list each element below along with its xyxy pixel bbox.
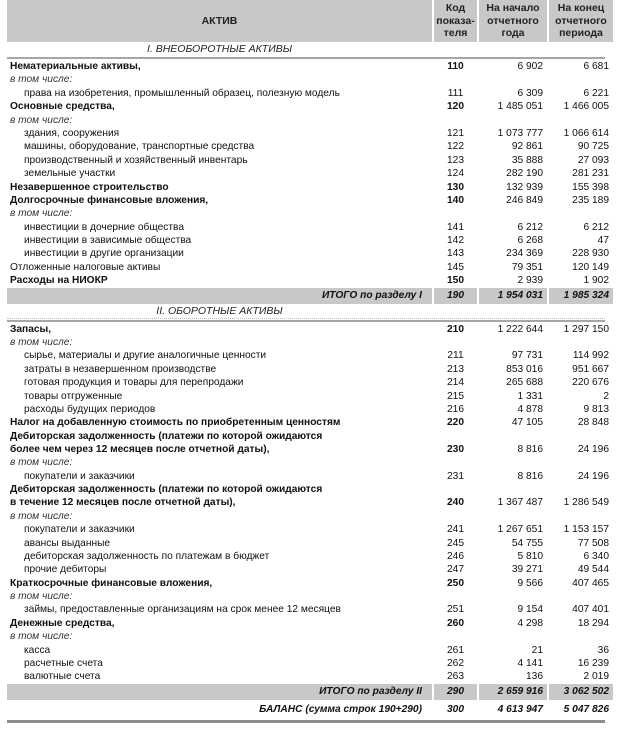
row-end-value: 228 930 [572,248,609,260]
row-start-value: 8 816 [517,470,543,482]
row-start-value: 92 861 [511,141,543,153]
row-label: земельные участки [24,168,116,180]
section-1-title: I. ВНЕОБОРОТНЫЕ АКТИВЫ [146,43,293,55]
row-end-value: 24 196 [577,444,609,456]
table-row [7,154,607,167]
row-label: Незавершенное строительство [10,181,169,193]
row-label: машины, оборудование, транспортные средства [24,141,255,153]
section-2-total-row [7,684,607,700]
dotted-divider [7,318,605,319]
row-end-value: 1 902 [583,275,609,287]
row-label: авансы выданные [24,537,111,549]
table-row [7,100,607,113]
row-label: Долгосрочные финансовые вложения, [10,194,209,206]
row-code: 262 [447,658,464,670]
row-label: Денежные средства, [10,617,115,629]
row-start-value: 9 566 [517,577,543,589]
row-label: Налог на добавленную стоимость по приобретенным ценностям [10,417,341,429]
table-row [7,390,607,403]
row-code: 150 [447,275,464,287]
bottom-divider [7,720,605,723]
table-row [7,167,607,180]
row-label: инвестиции в другие организации [24,248,184,260]
total-code: 290 [434,684,477,700]
row-label: в том числе: [10,631,73,643]
divider [7,57,605,59]
table-row [7,603,607,616]
row-end-value: 18 294 [577,617,609,629]
table-row [7,194,607,207]
table-row [7,274,607,287]
table-row [7,630,607,643]
row-start-value: 5 810 [517,550,543,562]
row-start-value: 79 351 [511,261,543,273]
header-start-label: На начало отчетного года [486,2,540,40]
row-code: 251 [447,604,464,616]
row-label: в том числе: [10,591,73,603]
balance-end-value: 5 047 826 [563,703,609,715]
row-start-value: 4 878 [517,403,543,415]
row-code: 245 [447,537,464,549]
row-end-value: 220 676 [572,377,609,389]
row-code: 214 [447,377,464,389]
table-row [7,577,607,590]
table-row [7,403,607,416]
row-end-value: 1 153 157 [563,524,609,536]
row-code: 142 [447,235,464,247]
total-start-value: 2 659 916 [479,684,547,700]
row-end-value: 2 [603,390,609,402]
row-label: в том числе: [10,337,73,349]
row-start-value: 35 888 [511,154,543,166]
row-end-value: 24 196 [577,470,609,482]
row-label: в том числе: [10,510,73,522]
row-end-value: 49 544 [577,564,609,576]
row-start-value: 1 073 777 [497,127,543,139]
row-end-value: 1 286 549 [563,497,609,509]
row-start-value: 21 [531,644,543,656]
row-label: расходы будущих периодов [24,403,156,415]
row-end-value: 77 508 [577,537,609,549]
row-end-value: 407 465 [572,577,609,589]
row-label: товары отгруженные [24,390,123,402]
header-code [434,0,477,42]
row-end-value: 47 [597,235,609,247]
row-start-value: 853 016 [506,363,543,375]
table-row [7,617,607,630]
row-label: покупатели и заказчики [24,470,135,482]
divider [7,320,605,322]
row-label: в том числе: [10,457,73,469]
row-end-value: 407 401 [572,604,609,616]
table-header [7,0,607,42]
row-code: 213 [447,363,464,375]
row-start-value: 54 755 [511,537,543,549]
row-end-value: 1 066 614 [563,127,609,139]
row-label: касса [24,644,51,656]
row-end-value: 6 340 [583,550,609,562]
row-label: дебиторская задолженность по платежам в бюджет [24,550,270,562]
row-label: валютные счета [24,671,101,683]
row-label: здания, сооружения [24,127,120,139]
table-row [7,644,607,657]
row-label: в том числе: [10,74,73,86]
row-label: затраты в незавершенном производстве [24,363,217,375]
row-code: 130 [447,181,464,193]
row-code: 220 [447,417,464,429]
row-label: в том числе: [10,208,73,220]
row-end-value: 27 093 [577,154,609,166]
total-start-value: 1 954 031 [479,288,547,304]
total-label: ИТОГО по разделу II [7,684,432,700]
row-label: Дебиторская задолженность (платежи по которой ожидаются в течение 12 месяцев после отчетной даты), [10,484,323,509]
row-start-value: 1 267 651 [497,524,543,536]
row-label: права на изобретения, промышленный образец, полезную модель [24,87,340,99]
table-row [7,430,607,457]
row-start-value: 9 154 [517,604,543,616]
row-end-value: 6 681 [583,61,609,72]
row-label: Дебиторская задолженность (платежи по которой ожидаются более чем через 12 месяцев после отчетной даты), [10,430,323,456]
table-row [7,207,607,220]
row-code: 143 [447,248,464,260]
row-start-value: 97 731 [511,350,543,362]
table-row [7,523,607,536]
row-start-value: 2 939 [517,275,543,287]
header-code-label: Код показа- теля [436,2,475,40]
row-code: 260 [447,617,464,629]
balance-sheet-assets [7,0,607,723]
row-start-value: 1 485 051 [497,101,543,113]
table-row [7,590,607,603]
header-start [479,0,547,42]
row-start-value: 1 331 [517,390,543,402]
total-end-value: 3 062 502 [549,684,613,700]
row-code: 230 [447,444,464,456]
table-row [7,550,607,563]
row-end-value: 90 725 [577,141,609,153]
row-start-value: 132 939 [506,181,543,193]
row-code: 261 [447,644,464,656]
section-2-title: II. ОБОРОТНЫЕ АКТИВЫ [156,304,283,317]
balance-start-value: 4 613 947 [497,703,543,715]
row-end-value: 36 [597,644,609,656]
row-end-value: 1 297 150 [563,323,609,335]
balance-label: БАЛАНС (сумма строк 190+290) [259,703,422,715]
row-end-value: 16 239 [577,658,609,670]
row-start-value: 4 298 [517,617,543,629]
row-end-value: 951 667 [572,363,609,375]
row-start-value: 6 309 [517,87,543,99]
header-asset [7,0,432,42]
row-end-value: 155 398 [572,181,609,193]
row-end-value: 9 813 [583,403,609,415]
row-end-value: 114 992 [572,350,609,362]
row-start-value: 4 141 [517,658,543,670]
row-label: займы, предоставленные организациям на срок менее 12 месяцев [24,604,341,616]
row-code: 120 [447,101,464,113]
table-row [7,349,607,362]
table-row [7,181,607,194]
row-code: 250 [447,577,464,589]
row-code: 111 [447,87,464,99]
row-code: 211 [447,350,464,362]
row-code: 241 [447,524,464,536]
row-label: Основные средства, [10,101,115,113]
row-start-value: 39 271 [511,564,543,576]
row-label: Краткосрочные финансовые вложения, [10,577,213,589]
row-label: Отложенные налоговые активы [10,261,161,273]
table-row [7,416,607,429]
row-start-value: 47 105 [511,417,543,429]
balance-total-row [7,702,607,718]
table-row [7,234,607,247]
table-row [7,470,607,483]
header-asset-label: АКТИВ [201,14,238,27]
row-end-value: 2 019 [583,671,609,683]
row-start-value: 136 [526,671,543,683]
table-row [7,670,607,683]
row-start-value: 8 816 [517,444,543,456]
table-row [7,563,607,576]
table-row [7,127,607,140]
row-start-value: 6 212 [517,221,543,233]
row-label: инвестиции в зависимые общества [24,235,192,247]
row-start-value: 1 222 644 [497,323,543,335]
row-label: Расходы на НИОКР [10,275,108,287]
row-code: 246 [447,550,464,562]
total-label: ИТОГО по разделу I [7,288,432,304]
row-end-value: 6 212 [583,221,609,233]
row-code: 145 [447,261,464,273]
table-row [7,483,607,510]
row-end-value: 28 848 [577,417,609,429]
row-label: прочие дебиторы [24,564,107,576]
total-code: 190 [434,288,477,304]
table-row [7,73,607,86]
row-code: 263 [447,671,464,683]
table-row [7,140,607,153]
header-end-label: На конец отчетного периода [555,2,607,40]
row-code: 140 [447,194,464,206]
row-label: инвестиции в дочерние общества [24,221,185,233]
row-code: 122 [447,141,464,153]
table-row [7,537,607,550]
row-label: готовая продукция и товары для перепродажи [24,377,244,389]
table-row [7,657,607,670]
row-label: расчетные счета [24,658,103,670]
row-end-value: 1 466 005 [563,101,609,113]
table-row [7,336,607,349]
row-code: 121 [447,127,464,139]
table-row [7,363,607,376]
row-start-value: 246 849 [506,194,543,206]
row-start-value: 1 367 487 [497,497,543,509]
balance-code: 300 [447,703,464,715]
section-1-total-row [7,288,607,304]
row-code: 231 [447,470,464,482]
table-row [7,87,607,100]
table-row [7,323,607,336]
table-row [7,376,607,389]
row-label: Нематериальные активы, [10,61,141,72]
row-label: покупатели и заказчики [24,524,135,536]
table-row [7,60,607,73]
row-end-value: 6 221 [583,87,609,99]
row-code: 210 [447,323,464,335]
table-row [7,221,607,234]
header-end [549,0,613,42]
row-start-value: 6 902 [517,61,543,72]
row-code: 123 [447,154,464,166]
row-code: 124 [447,168,464,180]
row-code: 247 [447,564,464,576]
table-row [7,456,607,469]
row-label: Запасы, [10,323,52,335]
row-start-value: 6 268 [517,235,543,247]
table-row [7,510,607,523]
row-end-value: 281 231 [572,168,609,180]
row-code: 216 [447,403,464,415]
row-code: 215 [447,390,464,402]
row-end-value: 235 189 [572,194,609,206]
row-start-value: 265 688 [506,377,543,389]
table-row [7,247,607,260]
row-end-value: 120 149 [572,261,609,273]
row-start-value: 282 190 [506,168,543,180]
row-label: в том числе: [10,114,73,126]
row-label: сырье, материалы и другие аналогичные ценности [24,350,267,362]
row-code: 240 [447,497,464,509]
row-code: 110 [447,61,464,72]
row-code: 141 [447,221,464,233]
row-start-value: 234 369 [506,248,543,260]
total-end-value: 1 985 324 [549,288,613,304]
row-label: производственный и хозяйственный инвентарь [24,154,248,166]
table-row [7,114,607,127]
table-row [7,261,607,274]
